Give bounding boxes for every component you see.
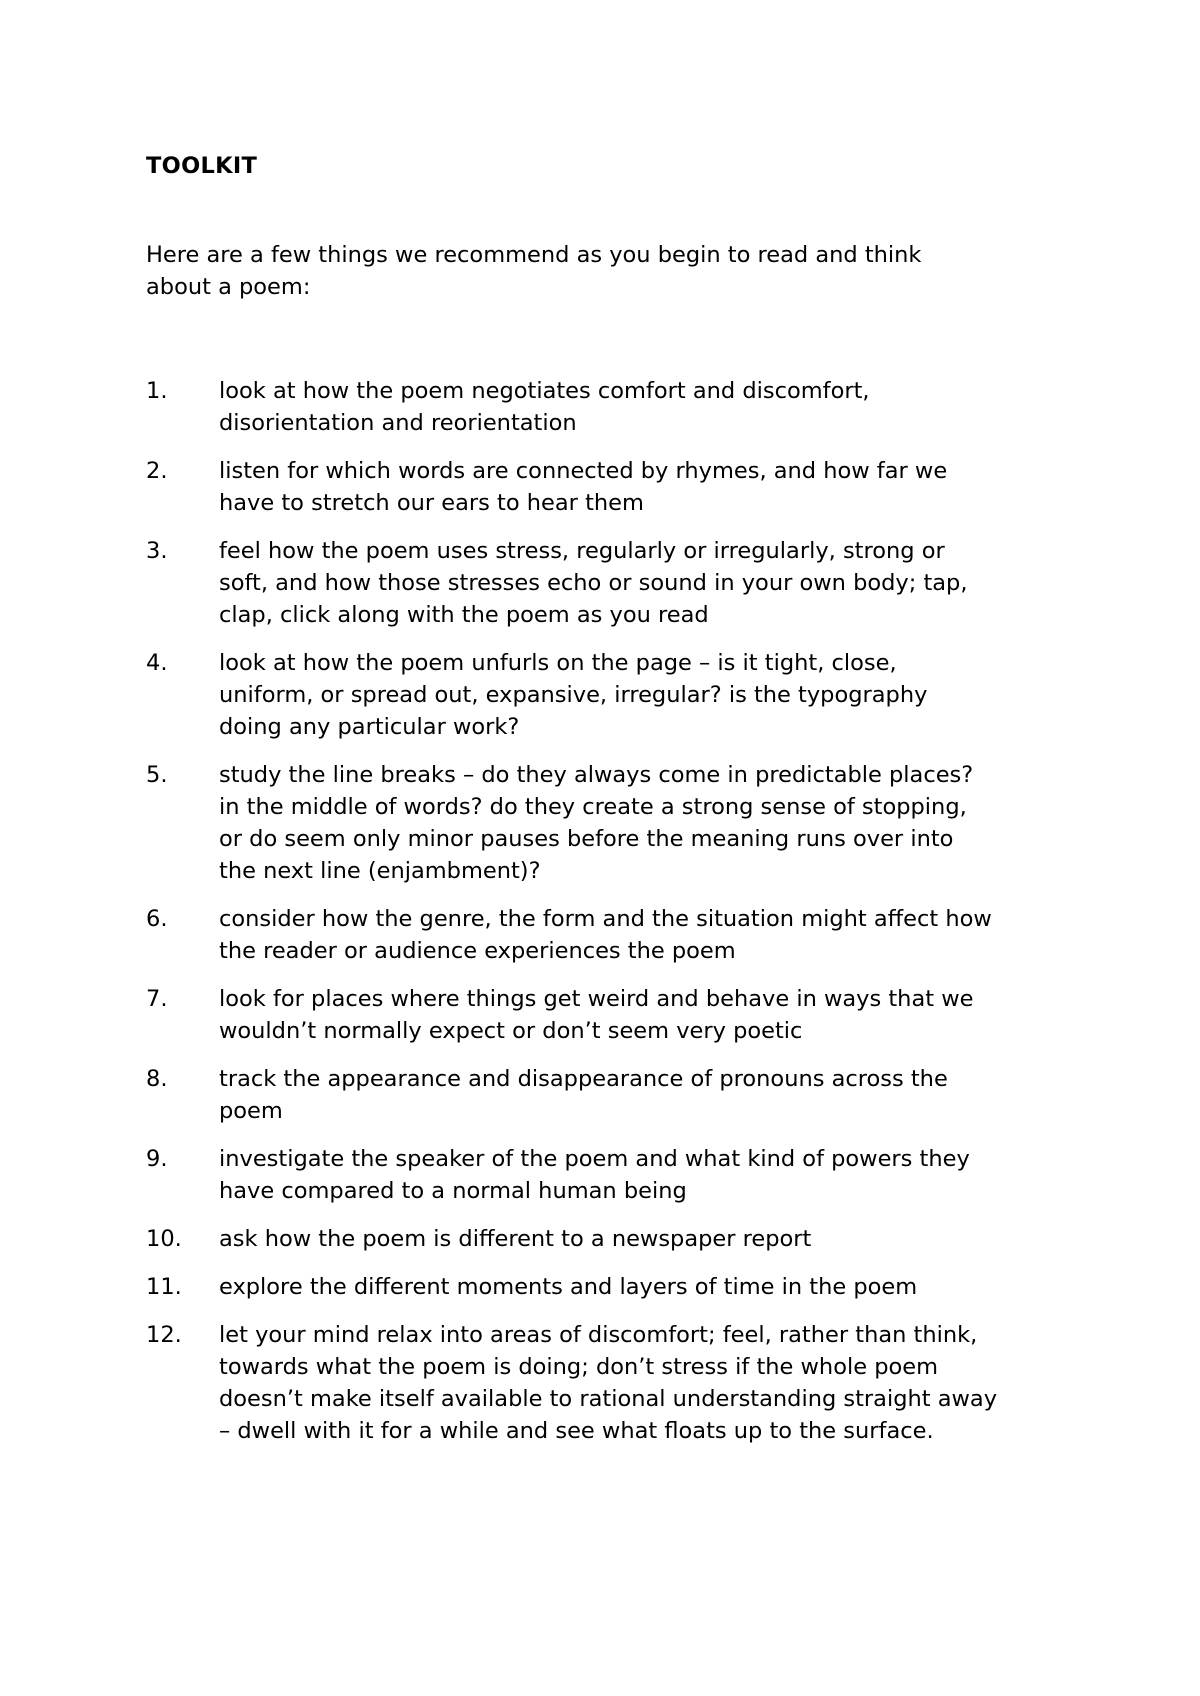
list-item (146, 903, 1076, 967)
list-item-line: listen for which words are connected by rhymes, and how far we (219, 458, 948, 484)
list-item-line: – dwell with it for a while and see what floats up to the surface. (219, 1418, 934, 1444)
list-item (146, 983, 1076, 1047)
list-item-number: 4. (146, 650, 168, 676)
list-item-line: soft, and how those stresses echo or sound in your own body; tap, (219, 570, 968, 596)
list-item-line: track the appearance and disappearance of pronouns across the (219, 1066, 948, 1092)
list-item-line: clap, click along with the poem as you read (219, 602, 709, 628)
list-item-line: wouldn’t normally expect or don’t seem very poetic (219, 1018, 803, 1044)
list-item-number: 8. (146, 1066, 168, 1092)
list-item (146, 1063, 1076, 1127)
list-item-line: explore the different moments and layers of time in the poem (219, 1274, 918, 1300)
list-item (146, 1271, 1076, 1303)
list-item-line: doing any particular work? (219, 714, 520, 740)
list-item-text (219, 375, 1076, 439)
list-item-text (219, 1319, 1076, 1447)
list-item (146, 375, 1076, 439)
list-item-line: uniform, or spread out, expansive, irregular? is the typography (219, 682, 928, 708)
list-item-line: in the middle of words? do they create a strong sense of stopping, (219, 794, 967, 820)
intro-line: Here are a few things we recommend as you begin to read and think (146, 242, 922, 268)
list-item-number: 6. (146, 906, 168, 932)
list-item (146, 647, 1076, 743)
intro-paragraph (146, 239, 1026, 303)
list-item-number: 11. (146, 1274, 182, 1300)
list-item-number: 1. (146, 378, 168, 404)
list-item-line: look at how the poem unfurls on the page – is it tight, close, (219, 650, 897, 676)
list-item (146, 535, 1076, 631)
list-item-text (219, 647, 1076, 743)
list-item-line: look at how the poem negotiates comfort and discomfort, (219, 378, 870, 404)
list-item (146, 1319, 1076, 1447)
list-item-line: feel how the poem uses stress, regularly or irregularly, strong or (219, 538, 945, 564)
document-page (146, 150, 1076, 1463)
list-item-line: or do seem only minor pauses before the meaning runs over into (219, 826, 954, 852)
list-item-line: have compared to a normal human being (219, 1178, 687, 1204)
list-item-number: 3. (146, 538, 168, 564)
list-item-line: investigate the speaker of the poem and what kind of powers they (219, 1146, 970, 1172)
list-item-number: 7. (146, 986, 168, 1012)
list-item (146, 1223, 1076, 1255)
list-item-line: towards what the poem is doing; don’t stress if the whole poem (219, 1354, 939, 1380)
list-item-line: let your mind relax into areas of discomfort; feel, rather than think, (219, 1322, 978, 1348)
list-item-text (219, 535, 1076, 631)
list-item-line: ask how the poem is different to a newspaper report (219, 1226, 812, 1252)
list-item-text (219, 983, 1076, 1047)
list-item-line: the reader or audience experiences the poem (219, 938, 736, 964)
list-item-line: disorientation and reorientation (219, 410, 577, 436)
list-item-line: look for places where things get weird and behave in ways that we (219, 986, 974, 1012)
list-item-text (219, 1143, 1076, 1207)
list-item-number: 5. (146, 762, 168, 788)
list-item-line: consider how the genre, the form and the situation might affect how (219, 906, 992, 932)
list-item-text (219, 1271, 1076, 1303)
list-item-number: 9. (146, 1146, 168, 1172)
intro-line: about a poem: (146, 274, 311, 300)
list-item-text (219, 1223, 1076, 1255)
list-item-text (219, 1063, 1076, 1127)
list-item-text (219, 759, 1076, 887)
list-item-line: have to stretch our ears to hear them (219, 490, 644, 516)
list-item (146, 759, 1076, 887)
document-title: TOOLKIT (146, 153, 258, 179)
list-item-text (219, 903, 1076, 967)
list-item-line: poem (219, 1098, 283, 1124)
list-item-line: study the line breaks – do they always come in predictable places? (219, 762, 974, 788)
list-item-text (219, 455, 1076, 519)
list-item-number: 12. (146, 1322, 182, 1348)
list-item-number: 10. (146, 1226, 182, 1252)
toolkit-list (146, 375, 1076, 1447)
list-item (146, 1143, 1076, 1207)
list-item-line: the next line (enjambment)? (219, 858, 541, 884)
list-item (146, 455, 1076, 519)
list-item-line: doesn’t make itself available to rational understanding straight away (219, 1386, 998, 1412)
list-item-number: 2. (146, 458, 168, 484)
